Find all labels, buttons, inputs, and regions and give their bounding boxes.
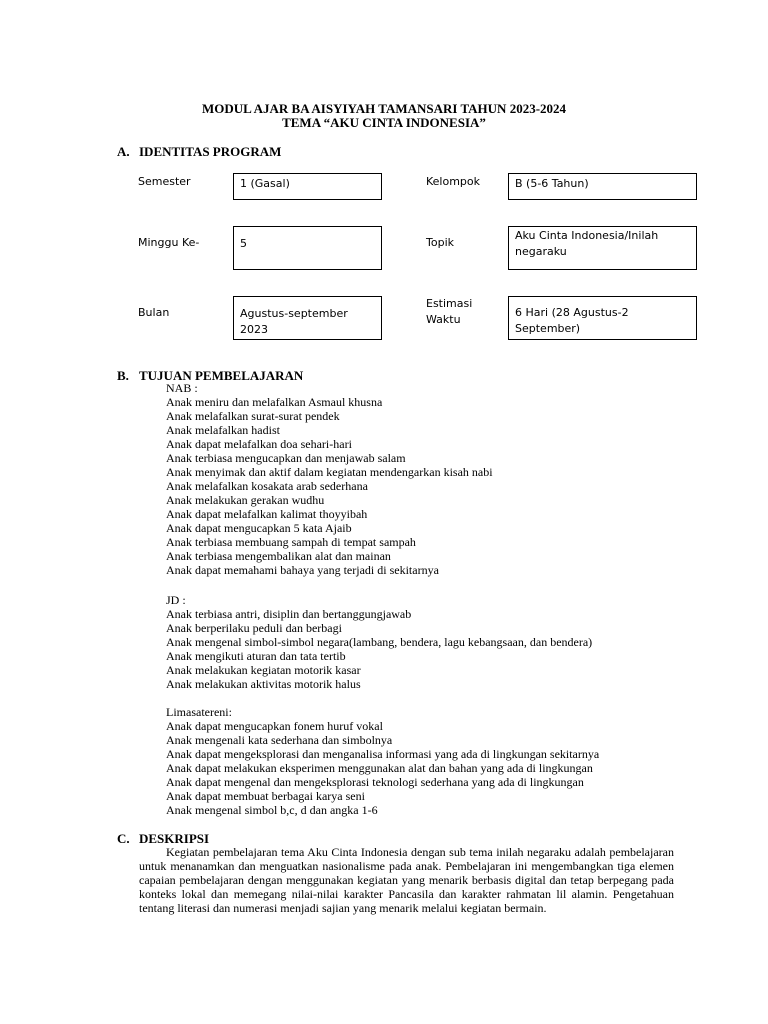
section-b-title: TUJUAN PEMBELAJARAN bbox=[139, 368, 304, 383]
list-item: Anak dapat mengucapkan fonem huruf vokal bbox=[166, 719, 383, 733]
estimasi-label bbox=[426, 296, 472, 328]
lima-heading: Limasatereni: bbox=[166, 705, 232, 719]
list-item: Anak menyimak dan aktif dalam kegiatan mendengarkan kisah nabi bbox=[166, 465, 493, 479]
jd-heading: JD : bbox=[166, 593, 186, 607]
list-item: Anak terbiasa mengembalikan alat dan mainan bbox=[166, 549, 391, 563]
list-item: Anak mengenal simbol b,c, d dan angka 1-6 bbox=[166, 803, 378, 817]
minggu-field: 5 bbox=[233, 226, 382, 270]
list-item: Anak dapat mengucapkan 5 kata Ajaib bbox=[166, 521, 352, 535]
list-item: Anak berperilaku peduli dan berbagi bbox=[166, 621, 342, 635]
list-item: Anak dapat mengenal dan mengeksplorasi teknologi sederhana yang ada di lingkungan bbox=[166, 775, 584, 789]
list-item: Anak melafalkan surat-surat pendek bbox=[166, 409, 340, 423]
topik-label: Topik bbox=[426, 236, 454, 249]
kelompok-field: B (5-6 Tahun) bbox=[508, 173, 697, 200]
semester-label: Semester bbox=[138, 175, 191, 188]
kelompok-label: Kelompok bbox=[426, 175, 481, 188]
list-item: Anak dapat mengeksplorasi dan menganalisa informasi yang ada di lingkungan sekitarnya bbox=[166, 747, 600, 761]
list-item: Anak melakukan kegiatan motorik kasar bbox=[166, 663, 361, 677]
list-item: Anak melafalkan kosakata arab sederhana bbox=[166, 479, 368, 493]
topik-value-line1: Aku Cinta Indonesia/Inilah bbox=[515, 229, 659, 242]
description-paragraph: Kegiatan pembelajaran tema Aku Cinta Indonesia dengan sub tema inilah negaraku adalah pembelajaran untuk menanamkan dan menguatkan nasionalisme pada anak. Pembelajaran ini mengembangkan tiga elemen capaian pembelajaran dengan menggunakan kegiatan yang menarik berbasis digital dan tetap berpegang pada konteks lokal dan memegang nilai-nilai karakter Pancasila dan karakter rahmatan lil alamin. Pengetahuan tentang literasi dan numerasi menjadi sajian yang menarik melalui kegiatan bermain. bbox=[139, 845, 674, 915]
list-item: Anak melafalkan hadist bbox=[166, 423, 280, 437]
section-c-letter: C. bbox=[117, 831, 130, 846]
list-item: Anak dapat melakukan eksperimen menggunakan alat dan bahan yang ada di lingkungan bbox=[166, 761, 593, 775]
list-item: Anak terbiasa antri, disiplin dan bertanggungjawab bbox=[166, 607, 412, 621]
list-item: Anak terbiasa mengucapkan dan menjawab salam bbox=[166, 451, 406, 465]
topik-field bbox=[508, 226, 697, 270]
nab-heading: NAB : bbox=[166, 381, 198, 395]
estimasi-field: 6 Hari (28 Agustus-2 September) bbox=[508, 296, 697, 340]
list-item: Anak mengenal simbol-simbol negara(lambang, bendera, lagu kebangsaan, dan bendera) bbox=[166, 635, 593, 649]
nab-list bbox=[166, 381, 493, 577]
list-item: Anak mengenali kata sederhana dan simbolnya bbox=[166, 733, 393, 747]
list-item: Anak mengikuti aturan dan tata tertib bbox=[166, 649, 346, 663]
estimasi-label-line2: Waktu bbox=[426, 313, 461, 326]
list-item: Anak terbiasa membuang sampah di tempat sampah bbox=[166, 535, 416, 549]
section-a-heading bbox=[117, 144, 281, 159]
bulan-label: Bulan bbox=[138, 306, 170, 319]
list-item: Anak melakukan gerakan wudhu bbox=[166, 493, 325, 507]
section-c-heading bbox=[117, 831, 209, 846]
document-theme: TEMA “AKU CINTA INDONESIA” bbox=[282, 115, 486, 130]
section-a-letter: A. bbox=[117, 144, 130, 159]
estimasi-label-line1: Estimasi bbox=[426, 297, 473, 310]
jd-list bbox=[166, 593, 592, 691]
section-c-title: DESKRIPSI bbox=[139, 831, 210, 846]
section-a-title: IDENTITAS PROGRAM bbox=[139, 144, 282, 159]
list-item: Anak dapat melafalkan kalimat thoyyibah bbox=[166, 507, 368, 521]
section-b-letter: B. bbox=[117, 368, 129, 383]
document-title: MODUL AJAR BA AISYIYAH TAMANSARI TAHUN 2023-2024 bbox=[201, 101, 567, 116]
list-item: Anak dapat membuat berbagai karya seni bbox=[166, 789, 365, 803]
list-item: Anak meniru dan melafalkan Asmaul khusna bbox=[166, 395, 383, 409]
list-item: Anak dapat memahami bahaya yang terjadi di sekitarnya bbox=[166, 563, 439, 577]
bulan-field: Agustus-september 2023 bbox=[233, 296, 382, 340]
list-item: Anak dapat melafalkan doa sehari-hari bbox=[166, 437, 352, 451]
minggu-label: Minggu Ke- bbox=[138, 236, 200, 249]
semester-field: 1 (Gasal) bbox=[233, 173, 382, 200]
lima-list bbox=[166, 705, 599, 817]
list-item: Anak melakukan aktivitas motorik halus bbox=[166, 677, 361, 691]
topik-value-line2: negaraku bbox=[515, 245, 567, 258]
